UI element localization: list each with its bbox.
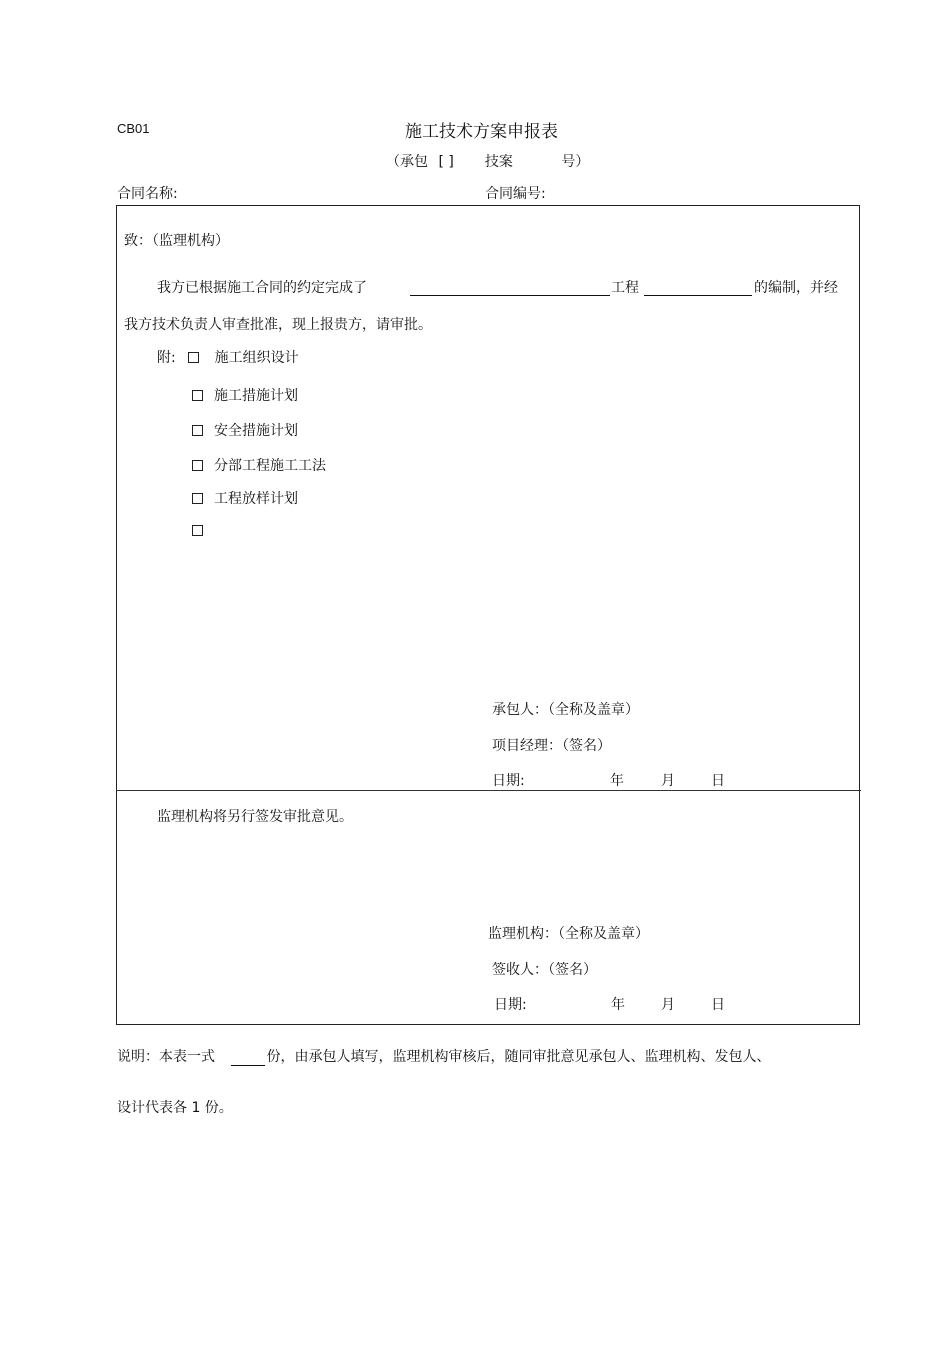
date-row-1 xyxy=(492,770,792,790)
receiver-label: 签收人：（签名） xyxy=(492,962,597,978)
subtitle-open: （承包 xyxy=(386,154,428,170)
remark-line-2: 设计代表各 1 份。 xyxy=(117,1100,233,1116)
para1-mid: 工程 xyxy=(611,280,639,296)
year-label: 年 xyxy=(611,997,625,1013)
attach-row-2 xyxy=(192,420,298,440)
manager-label: 项目经理：（签名） xyxy=(492,738,611,754)
attach-label-text: 附: xyxy=(157,350,176,366)
attach-item-1: 施工措施计划 xyxy=(214,388,298,404)
remark-rest: 份，由承包人填写，监理机构审核后，随同审批意见承包人、监理机构、发包人、 xyxy=(266,1049,771,1065)
para1-start: 我方已根据施工合同的约定完成了 xyxy=(157,280,367,296)
date-row-2 xyxy=(494,994,794,1014)
contractor-label: 承包人：（全称及盖章） xyxy=(492,702,639,718)
form-subtitle xyxy=(386,151,589,171)
attach-item-0: 施工组织设计 xyxy=(214,350,299,366)
remark-start: 说明：本表一式 xyxy=(117,1049,215,1065)
remark-line-1 xyxy=(117,1046,770,1066)
form-code: CB01 xyxy=(117,121,150,136)
attach-item-2: 安全措施计划 xyxy=(214,423,298,439)
year-label: 年 xyxy=(610,773,624,789)
contract-no-label: 合同编号: xyxy=(485,186,546,202)
checkbox-4[interactable] xyxy=(192,493,203,504)
contract-name-label: 合同名称: xyxy=(117,186,178,202)
to-label: 致：（监理机构） xyxy=(124,233,229,249)
form-title: 施工技术方案申报表 xyxy=(405,122,558,142)
checkbox-1[interactable] xyxy=(192,390,203,401)
checkbox-2[interactable] xyxy=(192,425,203,436)
day-label: 日 xyxy=(711,773,725,789)
checkbox-3[interactable] xyxy=(192,460,203,471)
para2: 我方技术负责人审查批准，现上报贵方，请审批。 xyxy=(124,317,432,333)
supervisor-label: 监理机构：（全称及盖章） xyxy=(488,926,649,942)
month-label: 月 xyxy=(661,997,675,1013)
attach-item-4: 工程放样计划 xyxy=(214,491,298,507)
date-label: 日期: xyxy=(492,773,525,789)
subtitle-close: 号） xyxy=(561,154,590,170)
subtitle-bracket: [ ] xyxy=(438,154,454,170)
copies-blank[interactable] xyxy=(231,1049,265,1066)
subtitle-mid: 技案 xyxy=(484,154,513,170)
attach-row-1 xyxy=(192,385,298,405)
attach-row-3 xyxy=(192,455,326,475)
item-name-blank[interactable] xyxy=(644,279,752,296)
attach-row-5 xyxy=(192,523,214,539)
attach-item-3: 分部工程施工工法 xyxy=(214,458,326,474)
checkbox-5[interactable] xyxy=(192,525,203,536)
section-divider xyxy=(116,790,861,791)
day-label: 日 xyxy=(711,997,725,1013)
checkbox-0[interactable] xyxy=(188,352,199,363)
project-name-blank[interactable] xyxy=(410,279,610,296)
attach-label xyxy=(157,347,299,367)
supervisor-note: 监理机构将另行签发审批意见。 xyxy=(157,809,353,825)
date-label: 日期: xyxy=(494,997,527,1013)
month-label: 月 xyxy=(661,773,675,789)
para1-end: 的编制，并经 xyxy=(754,280,838,296)
attach-row-4 xyxy=(192,488,298,508)
